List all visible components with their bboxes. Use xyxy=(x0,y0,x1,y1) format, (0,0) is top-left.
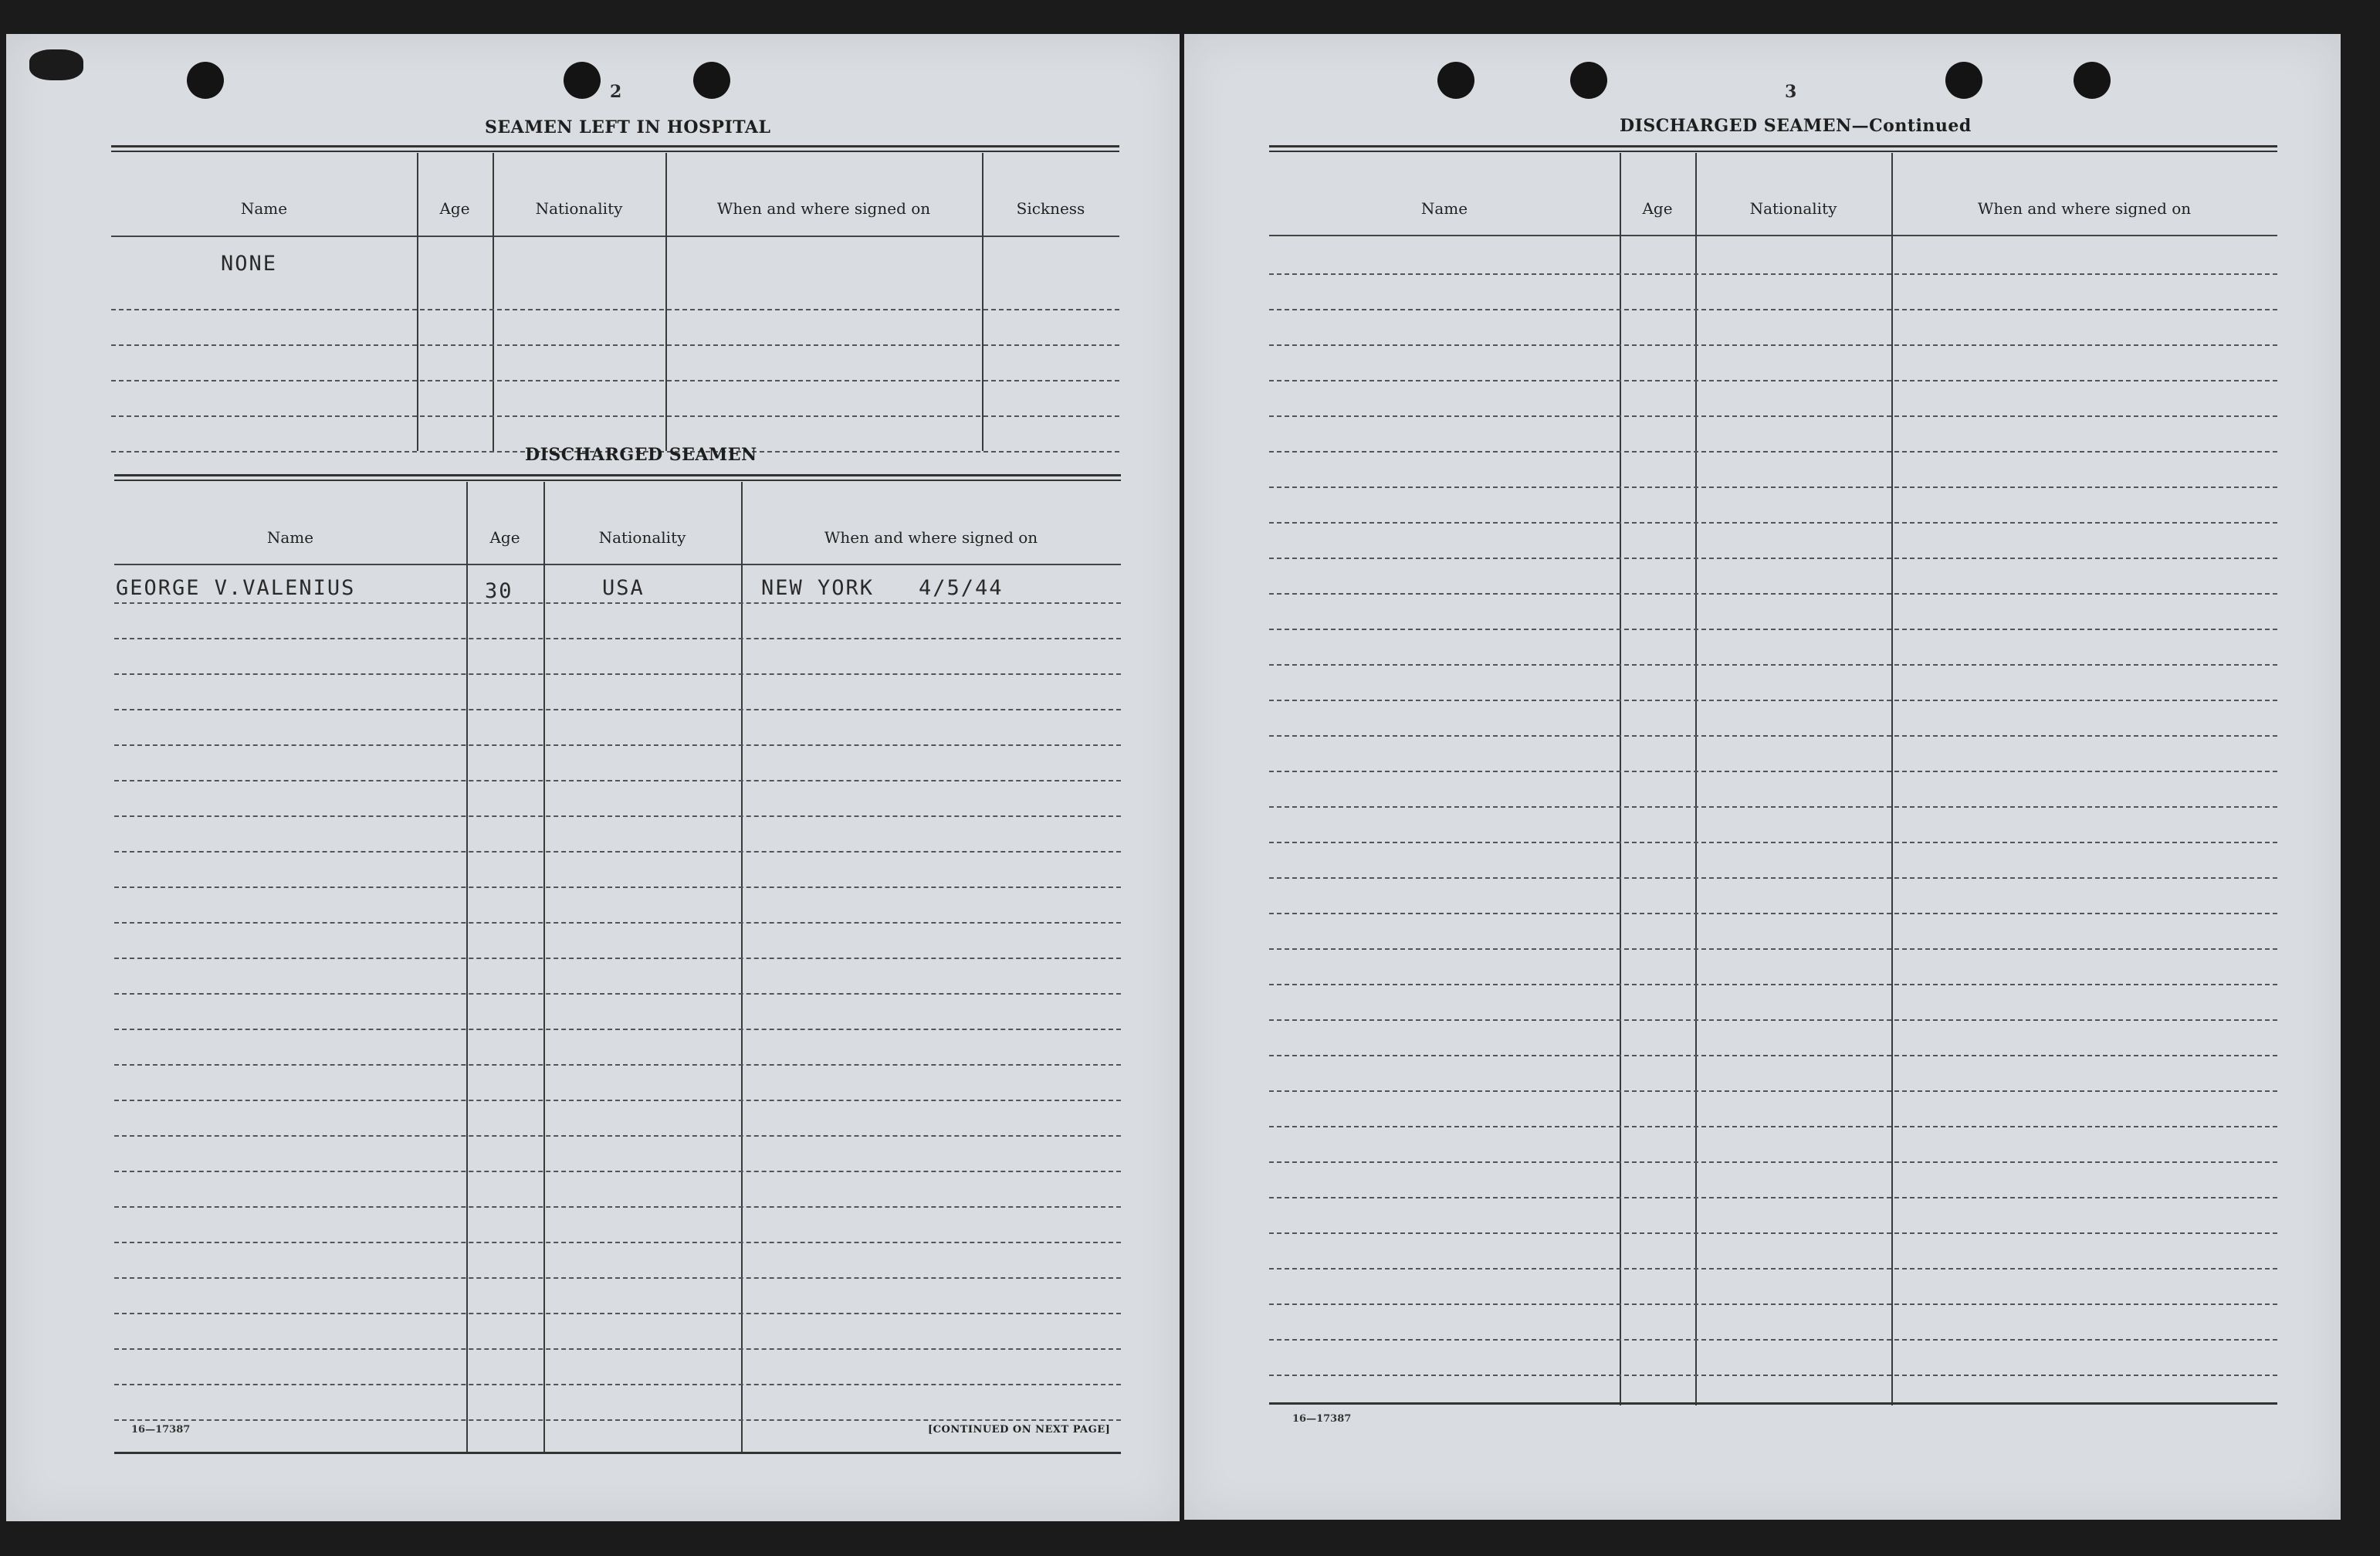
hospital-section-title: SEAMEN LEFT IN HOSPITAL xyxy=(485,117,771,137)
col-header-signed-on: When and where signed on xyxy=(1977,199,2192,218)
right-page xyxy=(1184,34,2341,1520)
punch-hole xyxy=(1570,62,1607,99)
punch-hole xyxy=(1945,62,1982,99)
col-header-sickness: Sickness xyxy=(1016,199,1085,218)
page-number: 3 xyxy=(1785,82,1797,102)
torn-corner xyxy=(29,49,83,80)
seaman-age: 30 xyxy=(485,579,513,603)
punch-hole xyxy=(1437,62,1474,99)
col-header-name: Name xyxy=(240,199,288,218)
form-code: 16—17387 xyxy=(131,1424,191,1436)
title-main: DISCHARGED SEAMEN xyxy=(1620,116,1852,136)
punch-hole xyxy=(564,62,601,99)
seaman-signed-place: NEW YORK xyxy=(761,576,875,600)
col-header-age: Age xyxy=(1642,199,1673,218)
discharged-table xyxy=(114,474,1121,1455)
col-header-name: Name xyxy=(266,528,314,547)
title-suffix: —Continued xyxy=(1851,116,1972,136)
col-header-nationality: Nationality xyxy=(1749,199,1837,218)
hospital-entry-none: NONE xyxy=(221,252,278,276)
col-header-nationality: Nationality xyxy=(598,528,686,547)
page-number: 2 xyxy=(610,82,622,102)
form-code: 16—17387 xyxy=(1292,1413,1352,1425)
continued-note: [CONTINUED ON NEXT PAGE] xyxy=(928,1424,1111,1436)
col-header-age: Age xyxy=(489,528,520,547)
col-header-age: Age xyxy=(439,199,470,218)
col-header-signed-on: When and where signed on xyxy=(824,528,1038,547)
col-header-signed-on: When and where signed on xyxy=(716,199,931,218)
col-header-nationality: Nationality xyxy=(535,199,623,218)
punch-hole xyxy=(187,62,224,99)
discharged-section-title: DISCHARGED SEAMEN xyxy=(525,445,757,465)
punch-hole xyxy=(693,62,730,99)
discharged-continued-title xyxy=(1620,116,1972,136)
hospital-table xyxy=(111,145,1119,457)
seaman-signed-date: 4/5/44 xyxy=(919,576,1004,600)
seaman-nationality: USA xyxy=(602,576,645,600)
left-page xyxy=(6,34,1180,1521)
discharged-continued-table xyxy=(1269,145,2277,1405)
punch-hole xyxy=(2074,62,2111,99)
col-header-name: Name xyxy=(1420,199,1468,218)
seaman-name: GEORGE V.VALENIUS xyxy=(116,576,356,600)
